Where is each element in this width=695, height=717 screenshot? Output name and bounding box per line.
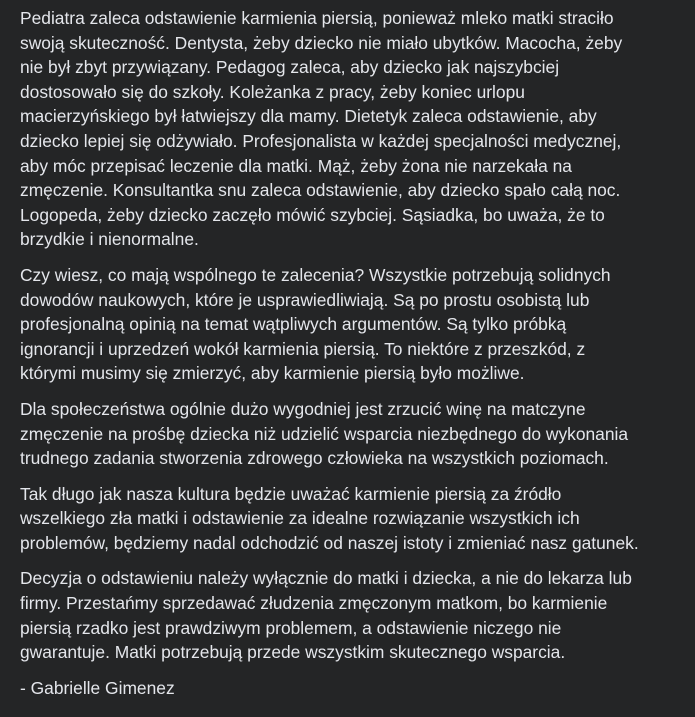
post-paragraph-4: Tak długo jak nasza kultura będzie uważać karmienie piersią za źródło wszelkiego zła matki i odstawienie za idealne rozwiązanie wszystkich ich problemów, będziemy nadal odchodzić od naszej istoty i zmieniać nasz gatunek. xyxy=(20,483,639,553)
post-paragraph-1: Pediatra zaleca odstawienie karmienia piersią, ponieważ mleko matki straciło swoją skuteczność. Dentysta, żeby dziecko nie miało ubytków. Macocha, żeby nie był zbyt przywiązany. Pedagog zaleca, aby dziecko jak najszybciej dostosowało się do szkoły. Koleżanka z pracy, żeby koniec urlopu macierzyńskiego był łatwiejszy dla mamy. Dietetyk zaleca odstawienie, aby dziecko lepiej się odżywiało. Profesjonalista w każdej specjalności medycznej, aby móc przepisać leczenie dla matki. Mąż, żeby żona nie narzekała na zmęczenie. Konsultantka snu zaleca odstawienie, aby dziecko spało całą noc. Logopeda, żeby dziecko zaczęło mówić szybciej. Sąsiadka, bo uważa, że to brzydkie i nienormalne. xyxy=(20,8,623,250)
post-paragraph-3: Dla społeczeństwa ogólnie dużo wygodniej jest zrzucić winę na matczyne zmęczenie na prośbę dziecka niż udzielić wsparcia niezbędnego do wykonania trudnego zadania stworzenia zdrowego człowieka na wszystkich poziomach. xyxy=(20,398,629,469)
post-paragraph-2: Czy wiesz, co mają wspólnego te zalecenia? Wszystkie potrzebują solidnych dowodów naukowych, które je usprawiedliwiają. Są po prostu osobistą lub profesjonalną opinią na temat wątpliwych argumentów. Są tylko próbką ignorancji i uprzedzeń wokół karmienia piersią. To niektóre z przeszkód, z którymi musimy się zmierzyć, aby karmienie piersią było możliwe. xyxy=(20,264,611,384)
post-paragraph-5: Decyzja o odstawieniu należy wyłącznie do matki i dziecka, a nie do lekarza lub firmy. Przestańmy sprzedawać złudzenia zmęczonym matkom, bo karmienie piersią rzadko jest prawdziwym problemem, a odstawienie niczego nie gwarantuje. Matki potrzebują przede wszystkim skutecznego wsparcia. xyxy=(20,568,632,663)
post-signature: - Gabrielle Gimenez xyxy=(20,677,175,698)
